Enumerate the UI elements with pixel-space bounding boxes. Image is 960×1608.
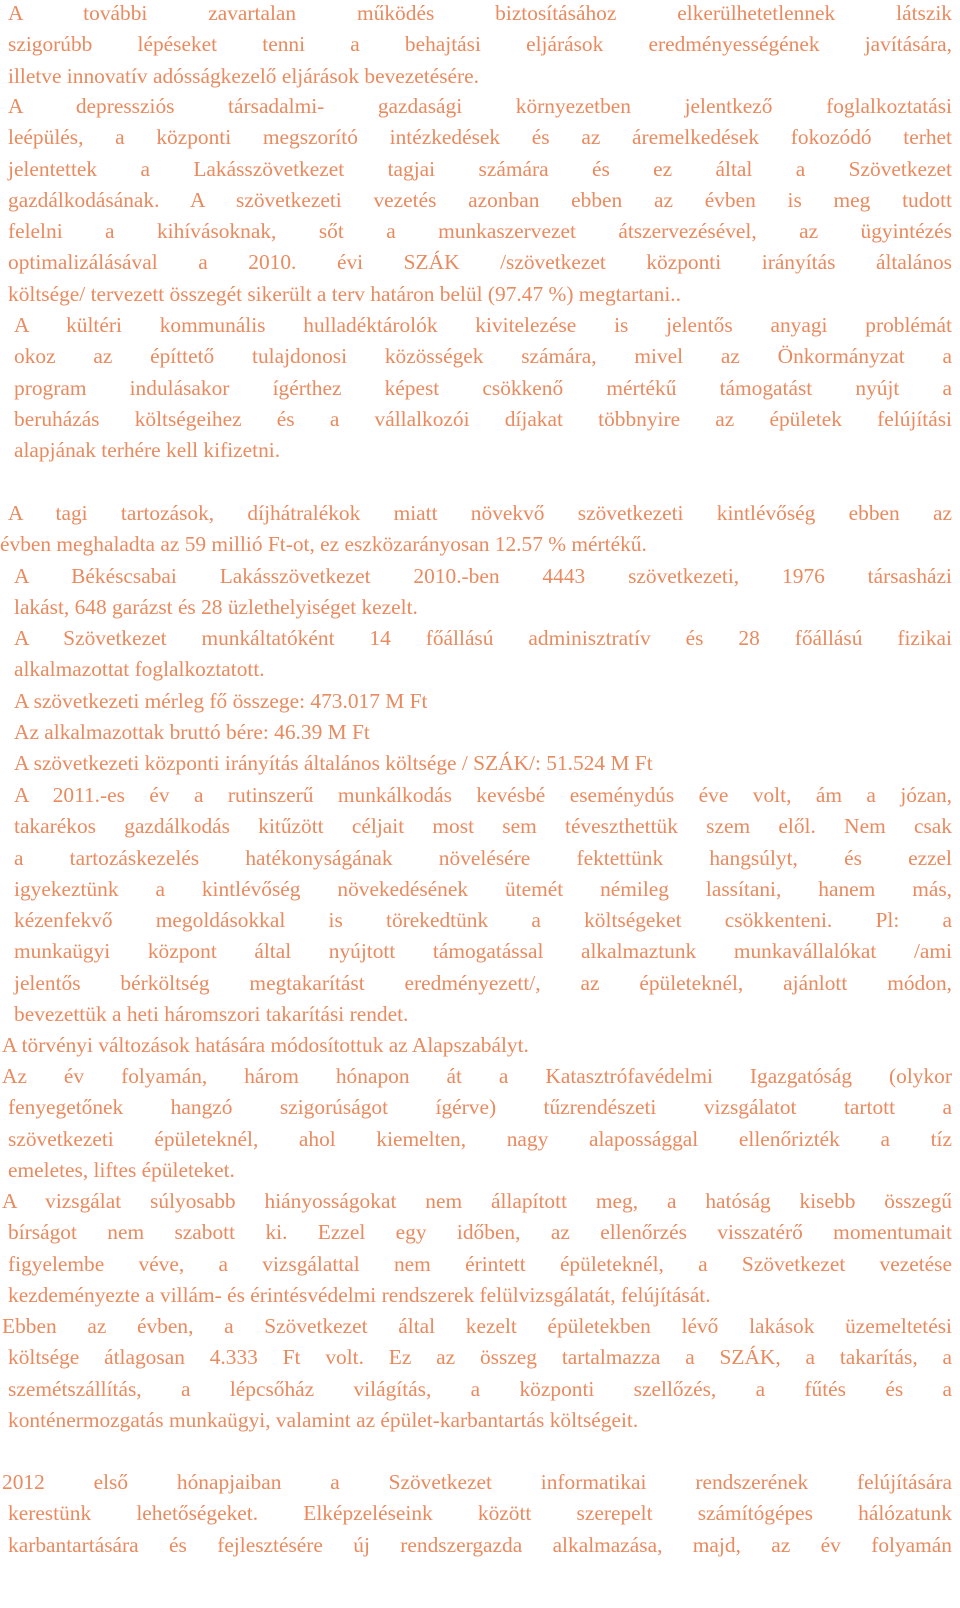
text-line: A szövetkezeti központi irányítás általános költsége / SZÁK/: 51.524 M Ft — [14, 751, 653, 775]
paragraph-13 — [2, 1186, 952, 1311]
text-line: bírságot nem szabott ki. Ezzel egy időben, az ellenőrzés visszatérő momentumait — [8, 1220, 952, 1245]
text-line: alkalmazottat foglalkoztatott. — [14, 657, 265, 682]
text-line: felelni a kihívásoknak, sőt a munkaszervezet átszervezésével, az ügyintézés — [8, 219, 952, 244]
text-line: kezdeményezte a villám- és érintésvédelmi rendszerek felülvizsgálatát, felújítását. — [8, 1282, 711, 1307]
text-line: költsége/ tervezett összegét sikerült a terv határon belül (97.47 %) megtartani.. — [8, 281, 681, 306]
text-line: gazdálkodásának. A szövetkezeti vezetés azonban ebben az évben is meg tudott — [8, 187, 952, 212]
text-line: szigorúbb lépéseket tenni a behajtási eljárások eredményességének javítására, — [8, 32, 952, 57]
text-line: okoz az építtető tulajdonosi közösségek számára, mivel az Önkormányzat a — [14, 344, 952, 369]
text-line: 2012 első hónapjaiban a Szövetkezet informatikai rendszerének felújítására — [2, 1470, 952, 1494]
text-line: A Szövetkezet munkáltatóként 14 főállású adminisztratív és 28 főállású fizikai — [14, 626, 952, 650]
text-line: Az év folyamán, három hónapon át a Katasztrófavédelmi Igazgatóság (olykor — [2, 1064, 952, 1088]
text-line: lakást, 648 garázst és 28 üzlethelyiséget kezelt. — [14, 595, 418, 620]
text-line: A törvényi változások hatására módosítottuk az Alapszabályt. — [2, 1033, 529, 1057]
text-line: program indulásakor ígérthez képest csökkenő mértékű támogatást nyújt a — [14, 375, 952, 400]
text-line: A depressziós társadalmi- gazdasági környezetben jelentkező foglalkoztatási — [8, 94, 952, 118]
text-line: fenyegetőnek hangzó szigorúságot ígérve) tűzrendészeti vizsgálatot tartott a — [8, 1095, 952, 1120]
text-line: költsége átlagosan 4.333 Ft volt. Ez az összeg tartalmazza a SZÁK, a takarítás, a — [8, 1345, 952, 1370]
text-line: A további zavartalan működés biztosításához elkerülhetetlennek látszik — [8, 1, 952, 25]
paragraph-6 — [14, 623, 952, 686]
paragraph-9 — [14, 748, 952, 779]
text-line: A szövetkezeti mérleg fő összege: 473.017 M Ft — [14, 689, 428, 713]
text-line: konténermozgatás munkaügyi, valamint az épület-karbantartás költségeit. — [8, 1407, 639, 1432]
paragraph-4 — [0, 498, 952, 561]
text-line: takarékos gazdálkodás kitűzött céljait most sem téveszthettük szem elől. Nem csak — [14, 814, 952, 839]
text-line: alapjának terhére kell kifizetni. — [14, 438, 281, 463]
text-line: karbantartására és fejlesztésére új rendszergazda alkalmazása, majd, az év folyamán — [8, 1532, 952, 1557]
text-line: Az alkalmazottak bruttó bére: 46.39 M Ft — [14, 720, 370, 744]
text-line: kézenfekvő megoldásokkal is törekedtünk a költségeket csökkenteni. Pl: a — [14, 908, 952, 933]
paragraph-3 — [14, 310, 952, 466]
text-line: jelentős bérköltség megtakarítást eredményezett/, az épületeknél, ajánlott módon, — [14, 970, 952, 995]
text-line: évben meghaladta az 59 millió Ft-ot, ez eszközarányosan 12.57 % mértékű. — [0, 532, 647, 557]
paragraph-12 — [2, 1061, 952, 1186]
text-line: A Békéscsabai Lakásszövetkezet 2010.-ben 4443 szövetkezeti, 1976 társasházi — [14, 564, 952, 588]
text-line: bevezettük a heti háromszori takarítási rendet. — [14, 1002, 409, 1027]
paragraph-11 — [2, 1030, 952, 1061]
text-line: A tagi tartozások, díjhátralékok miatt növekvő szövetkezeti kintlévőség ebben az — [8, 501, 952, 525]
text-line: beruházás költségeihez és a vállalkozói díjakat többnyire az épületek felújítási — [14, 406, 952, 431]
paragraph-7 — [14, 686, 952, 717]
text-line: optimalizálásával a 2010. évi SZÁK /szövetkezet központi irányítás általános — [8, 250, 952, 275]
text-line: szövetkezeti épületeknél, ahol kiemelten, nagy alapossággal ellenőrizték a tíz — [8, 1126, 952, 1151]
text-line: A vizsgálat súlyosabb hiányosságokat nem állapított meg, a hatóság kisebb összegű — [2, 1189, 952, 1213]
text-line: illetve innovatív adósságkezelő eljárások bevezetésére. — [8, 63, 479, 88]
text-line: a tartozáskezelés hatékonyságának növelésére fektettünk hangsúlyt, és ezzel — [14, 845, 952, 870]
paragraph-14 — [2, 1311, 952, 1436]
paragraph-1 — [8, 0, 952, 92]
paragraph-8 — [14, 717, 952, 748]
text-line: leépülés, a központi megszorító intézkedések és az áremelkedések fokozódó terhet — [8, 125, 952, 150]
text-line: szemétszállítás, a lépcsőház világítás, a központi szellőzés, a fűtés és a — [8, 1376, 952, 1401]
text-line: jelentettek a Lakásszövetkezet tagjai számára és ez által a Szövetkezet — [8, 156, 952, 181]
text-line: munkaügyi központ által nyújtott támogatással alkalmaztunk munkavállalókat /ami — [14, 939, 952, 964]
text-line: figyelembe véve, a vizsgálattal nem érintett épületeknél, a Szövetkezet vezetése — [8, 1251, 952, 1276]
text-line: A 2011.-es év a rutinszerű munkálkodás kevésbé eseménydús éve volt, ám a józan, — [14, 783, 952, 807]
text-line: igyekeztünk a kintlévőség növekedésének ütemét némileg lassítani, hanem más, — [14, 876, 952, 901]
text-line: kerestünk lehetőségeket. Elképzeléseink között szerepelt számítógépes hálózatunk — [8, 1501, 952, 1526]
text-line: Ebben az évben, a Szövetkezet által kezelt épületekben lévő lakások üzemeltetési — [2, 1314, 952, 1338]
paragraph-10 — [14, 780, 952, 1030]
paragraph-2 — [8, 91, 952, 310]
paragraph-15 — [2, 1467, 952, 1561]
text-line: A kültéri kommunális hulladéktárolók kivitelezése is jelentős anyagi problémát — [14, 313, 952, 337]
paragraph-5 — [14, 561, 952, 624]
text-line: emeletes, liftes épületeket. — [8, 1157, 235, 1182]
